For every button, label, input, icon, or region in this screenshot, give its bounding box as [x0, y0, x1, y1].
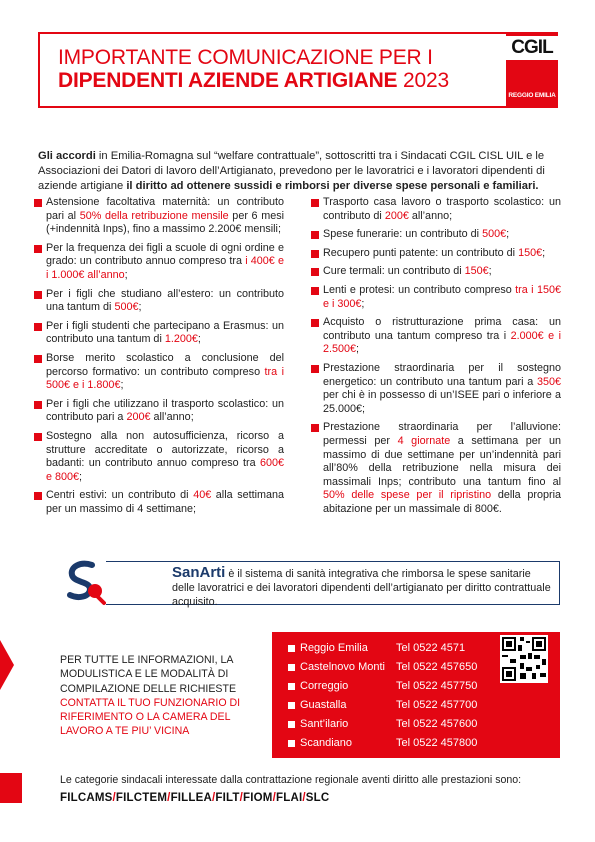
- list-item: [311, 316, 561, 357]
- contact-row: [288, 737, 518, 755]
- bullet-icon: [34, 355, 42, 363]
- list-item: [34, 320, 284, 347]
- item-highlight: 500€: [114, 301, 139, 314]
- benefits-left-column: [34, 196, 284, 521]
- item-text: ;: [197, 333, 201, 346]
- item-text: Borse merito scolastico a conclusione del percorso formativo: un contributo compreso: [46, 351, 284, 378]
- category: FIOM: [243, 792, 273, 804]
- item-text: Recupero punti patente: un contributo di: [323, 246, 519, 259]
- decorative-square: [0, 773, 22, 803]
- bullet-icon: [34, 323, 42, 331]
- info-text: [60, 653, 260, 739]
- list-item: [34, 430, 284, 484]
- item-text: ;: [356, 343, 360, 356]
- item-highlight: 150€: [518, 246, 543, 259]
- intro-text: in Emilia-Romagna sul “welfare contrattuale”, sottoscritti tra i Sindacati CGIL CISL UIL e le Associazioni dei Datori di lavoro dell’Artigianato, prevedono per le lavoratrici e i lavoratori dipendenti di aziende artigiane: [38, 150, 545, 192]
- bullet-icon: [34, 291, 42, 299]
- list-item: [311, 265, 561, 279]
- list-item: [311, 362, 561, 416]
- info-red: CONTATTA IL TUO FUNZIONARIO DI RIFERIMENTO O LA CAMERA DEL LAVORO A TE PIU’ VICINA: [60, 696, 241, 738]
- item-text: ;: [506, 228, 510, 241]
- contact-city: Sant’ilario: [300, 718, 349, 730]
- sanarti-text: è il sistema di sanità integrativa che rimborsa le spese sanitarie delle lavoratrici e dei lavoratori dipendenti dell’artigianato per diritto contrattuale acquisito.: [172, 568, 551, 608]
- bullet-icon: [311, 250, 319, 258]
- item-text: all’anno;: [150, 411, 194, 424]
- item-text: Sostegno alla non autosufficienza, ricorso a strutture accreditate o autorizzate, ricorso a badanti: un contributo annuo compreso tra: [46, 429, 284, 470]
- item-text: ;: [120, 379, 124, 392]
- title-line-2-text: DIPENDENTI AZIENDE ARTIGIANE: [58, 69, 398, 92]
- bullet-icon: [311, 287, 319, 295]
- item-text: della propria abitazione per un massimale di 800€.: [323, 489, 561, 515]
- separator: /: [239, 792, 244, 804]
- footer-text: Le categorie sindacali interessate dalla contrattazione regionale aventi diritto alle prestazioni sono:: [60, 774, 522, 786]
- contact-phone[interactable]: Tel 0522 457750: [396, 680, 478, 692]
- item-highlight: 4 giornate: [397, 434, 451, 447]
- item-highlight: 500€: [482, 228, 507, 241]
- cgil-logo-text: CGIL: [506, 36, 558, 60]
- item-text: Per i figli studenti che partecipano a Erasmus: un contributo una tantum di: [46, 319, 284, 346]
- cgil-logo-sub: REGGIO EMILIA: [508, 92, 556, 99]
- list-item: [34, 398, 284, 425]
- contact-phone[interactable]: Tel 0522 457800: [396, 737, 478, 749]
- sanarti-logo-icon: [62, 557, 106, 607]
- list-item: [34, 196, 284, 237]
- category: FILLEA: [170, 792, 213, 804]
- item-highlight: 40€: [193, 489, 212, 502]
- category: FILT: [215, 792, 240, 804]
- item-text: ;: [361, 297, 365, 310]
- item-text: Prestazione straordinaria per il sostegno energetico: un contributo una tantum pari a: [323, 361, 561, 388]
- separator: /: [167, 792, 171, 804]
- title-line-1: IMPORTANTE COMUNICAZIONE PER I: [58, 46, 433, 69]
- item-text: Spese funerarie: un contributo di: [323, 228, 483, 241]
- contact-row: [288, 699, 518, 717]
- bullet-icon: [311, 319, 319, 327]
- title-line-2: [58, 69, 498, 92]
- item-text: a settimana per un massimo di due settimane per un’indennità pari all’80% della retribuzione nella misura dei massimali Inps; contributo una tantum fino al: [323, 434, 562, 488]
- qr-code-icon[interactable]: [500, 635, 548, 683]
- item-text: Per i figli che studiano all’estero: un contributo una tantum di: [46, 287, 284, 314]
- sanarti-name: SanArti: [172, 564, 226, 581]
- list-item: [311, 284, 561, 311]
- item-text: Acquisto o ristrutturazione prima casa: un contributo una tantum compreso tra i: [323, 316, 561, 342]
- sanarti-description: [172, 566, 552, 609]
- item-highlight: tra i 500€ e i 1.800€: [46, 365, 284, 392]
- list-item: [34, 352, 284, 393]
- page-title: [58, 46, 498, 92]
- contact-phone[interactable]: Tel 0522 457650: [396, 661, 478, 673]
- item-text: Cure termali: un contributo di: [323, 265, 465, 278]
- separator: /: [302, 792, 306, 804]
- item-text: ;: [138, 301, 142, 314]
- bullet-icon: [288, 664, 295, 671]
- bullet-icon: [288, 721, 295, 728]
- item-text: Trasporto casa lavoro o trasporto scolastico: un contributo di: [323, 196, 561, 222]
- contact-city: Reggio Emilia: [300, 642, 368, 654]
- intro-bold-2: il diritto ad ottenere sussidi e rimborsi per diverse spese personali e familiari.: [126, 180, 539, 192]
- bullet-icon: [34, 433, 42, 441]
- bullet-icon: [311, 365, 319, 373]
- category: FILCAMS: [60, 792, 113, 804]
- item-highlight: 2.000€ e i 2.500€: [323, 329, 561, 356]
- contact-city: Correggio: [300, 680, 349, 692]
- bullet-icon: [34, 199, 42, 207]
- category: FILCTEM: [115, 792, 168, 804]
- bullet-icon: [288, 702, 295, 709]
- item-highlight: 600€ e 800€: [46, 457, 284, 483]
- item-highlight: 50% delle spese per il ripristino: [323, 489, 492, 502]
- intro-paragraph: [38, 149, 560, 194]
- contact-row: [288, 718, 518, 736]
- bullet-icon: [288, 740, 295, 747]
- list-item: [34, 288, 284, 315]
- item-text: Lenti e protesi: un contributo compreso: [323, 283, 516, 296]
- item-highlight: 200€: [384, 209, 409, 222]
- separator: /: [112, 792, 116, 804]
- contact-phone[interactable]: Tel 0522 4571: [396, 642, 466, 654]
- contact-row: [288, 642, 518, 660]
- list-item: [311, 196, 561, 223]
- item-highlight: 50% della retribuzione mensile: [79, 209, 229, 222]
- item-text: alla settimana per un massimo di 4 settimane;: [46, 489, 284, 515]
- info-black: PER TUTTE LE INFORMAZIONI, LA MODULISTICA E LE MODALITÀ DI COMPILAZIONE DELLE RICHIESTE: [60, 654, 237, 695]
- list-item: [311, 421, 561, 516]
- bullet-icon: [311, 199, 319, 207]
- item-text: per 6 mesi (+indennità Inps), fino a massimo 2.200€ mensili;: [46, 209, 284, 236]
- item-highlight: 150€: [464, 265, 489, 278]
- item-highlight: tra i 150€ e i 300€: [323, 283, 561, 310]
- contact-phone[interactable]: Tel 0522 457700: [396, 699, 478, 711]
- item-text: per chi è in possesso di un’ISEE pari o inferiore a 25.000€;: [323, 389, 561, 415]
- bullet-icon: [34, 492, 42, 500]
- bullet-icon: [311, 268, 319, 276]
- item-highlight: 350€: [536, 375, 561, 388]
- intro-bold-1: Gli accordi: [38, 150, 96, 162]
- item-text: ;: [542, 246, 546, 259]
- contact-city: Castelnovo Monti: [300, 661, 385, 673]
- bullet-icon: [34, 245, 42, 253]
- item-text: ;: [79, 470, 83, 483]
- category: SLC: [305, 792, 330, 804]
- contact-row: [288, 680, 518, 698]
- union-categories: [60, 792, 560, 804]
- item-text: Centri estivi: un contributo di: [46, 489, 194, 502]
- bullet-icon: [288, 645, 295, 652]
- title-year: 2023: [403, 69, 449, 92]
- decorative-triangle-icon: [0, 640, 14, 690]
- benefits-right-column: [311, 196, 561, 521]
- item-highlight: 1.200€: [164, 333, 198, 346]
- list-item: [311, 228, 561, 242]
- separator: /: [272, 792, 276, 804]
- item-text: Prestazione straordinaria per l’alluvione: permessi per: [323, 421, 561, 447]
- item-text: ;: [488, 265, 492, 278]
- item-text: Per i figli che utilizzano il trasporto scolastico: un contributo pari a: [46, 397, 284, 424]
- list-item: [311, 247, 561, 261]
- item-highlight: 200€: [126, 411, 151, 424]
- item-text: Astensione facoltativa maternità: un contributo pari al: [46, 196, 284, 222]
- bullet-icon: [311, 424, 319, 432]
- item-text: ;: [124, 268, 128, 281]
- bullet-icon: [288, 683, 295, 690]
- bullet-icon: [34, 401, 42, 409]
- list-item: [34, 489, 284, 516]
- contact-city: Guastalla: [300, 699, 347, 711]
- item-text: Per la frequenza dei figli a scuole di ogni ordine e grado: un contributo annuo compreso tra: [46, 241, 284, 268]
- item-text: all’anno;: [408, 209, 453, 222]
- list-item: [34, 242, 284, 283]
- contact-city: Scandiano: [300, 737, 352, 749]
- contact-phone[interactable]: Tel 0522 457600: [396, 718, 478, 730]
- contact-row: [288, 661, 518, 679]
- category: FLAI: [276, 792, 303, 804]
- separator: /: [212, 792, 216, 804]
- item-highlight: i 400€ e i 1.000€ all’anno: [46, 255, 284, 281]
- bullet-icon: [311, 231, 319, 239]
